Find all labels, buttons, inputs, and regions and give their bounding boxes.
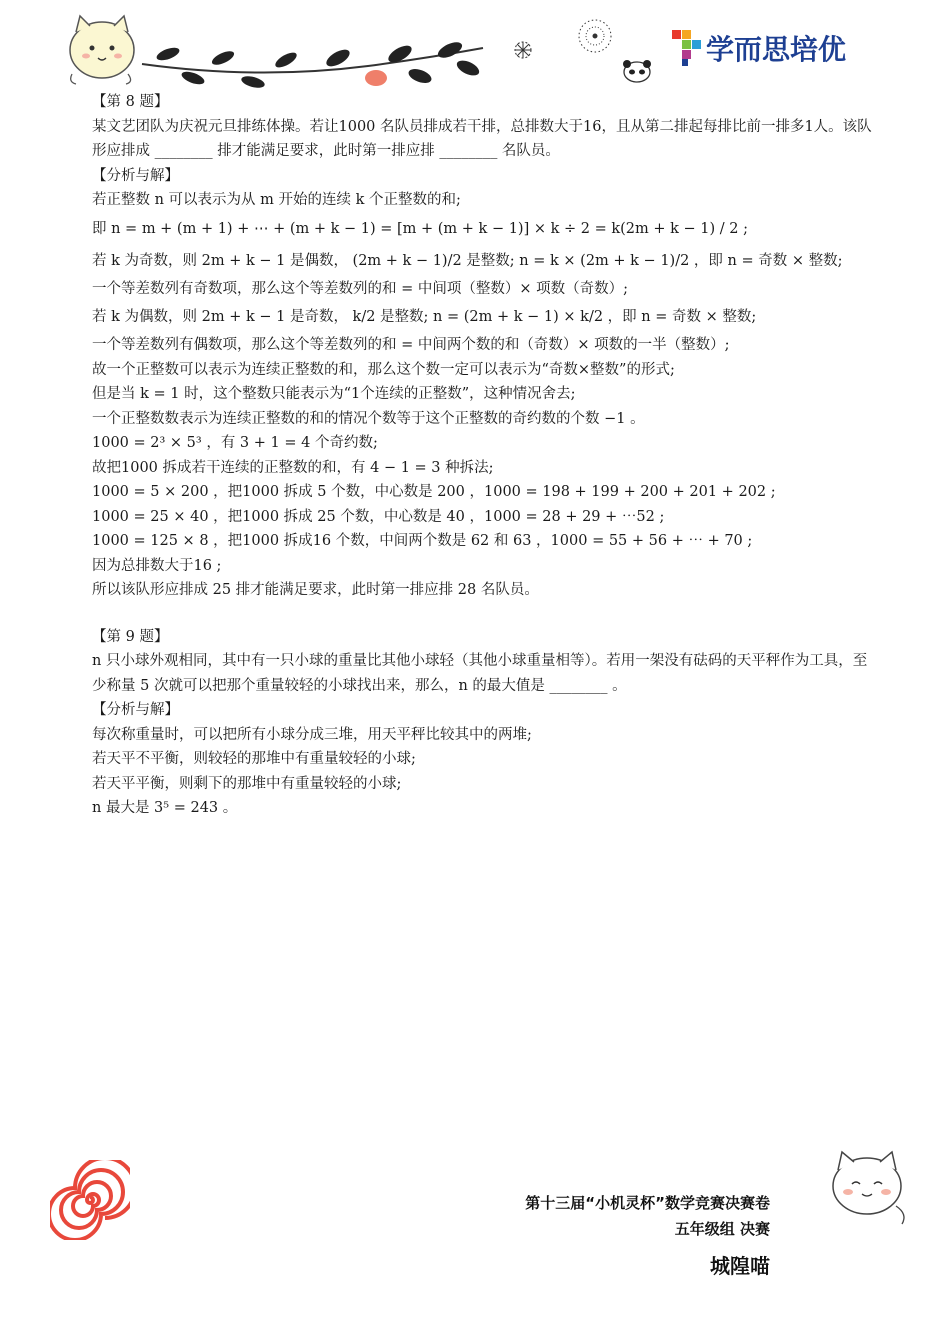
q8-analysis-line: 即 n = m + (m + 1) + ⋯ + (m + k − 1) = [m + (m + k − 1)] × k ÷ 2 = k(2m + k − 1) / 2 ; [92,220,749,237]
brand-logo [670,26,846,70]
section-spacer [92,603,872,625]
footer-exam-title: 第十三届“小机灵杯”数学竞赛决赛卷 [525,1194,770,1212]
q8-analysis-line: 一个等差数列有奇数项，那么这个等差数列的和 = 中间项（整数）× 项数（奇数）; [92,280,629,297]
q8-analysis-line: 故把1000 拆成若干连续的正整数的和，有 4 − 1 = 3 种拆法; [92,459,494,476]
q9-analysis-line: 每次称重量时，可以把所有小球分成三堆，用天平秤比较其中的两堆; [92,726,532,743]
q8-analysis-line: 若正整数 n 可以表示为从 m 开始的连续 k 个正整数的和; [92,192,461,208]
q8-analysis-line: 故一个正整数可以表示为连续正整数的和，那么这个数一定可以表示为“奇数×整数”的形式; [92,361,675,378]
question-8-body: 某文艺团队为庆祝元旦排练体操。若让1000 名队员排成若干排，总排数大于16，且从第二排起每排比前一排多1人。该队形应排成 ________ 排才能满足要求，此时第一排应排 ________ 名队员。 [92,118,872,159]
q8-analysis-line: 1000 = 5 × 200 ，把1000 拆成 5 个数，中心数是 200 ，1000 = 198 + 199 + 200 + 201 + 202 ; [92,484,776,500]
q8-analysis-line: 但是当 k = 1 时，这个整数只能表示为“1个连续的正整数”，这种情况舍去; [92,386,576,402]
dandelion-icon [505,14,625,74]
q8-analysis-line: 若 k 为偶数，则 2m + k − 1 是奇数， k/2 是整数; n = (2m + k − 1) × k/2 ，即 n = 奇数 × 整数; [92,309,757,325]
q9-analysis-line: n 最大是 3⁵ = 243 。 [92,800,238,816]
footer-grade-label: 五年级组 决赛 [674,1220,770,1238]
panda-face-icon [620,58,654,84]
question-8-heading: 【第 8 题】 [92,94,169,110]
q8-analysis-line: 1000 = 125 × 8 ，把1000 拆成16 个数，中间两个数是 62 和 63 ，1000 = 55 + 56 + ⋯ + 70 ; [92,533,753,549]
q8-analysis-line: 因为总排数大于16 ; [92,557,222,574]
cartoon-cat-icon [822,1140,912,1230]
q8-analysis-line: 所以该队形应排成 25 排才能满足要求，此时第一排应排 28 名队员。 [92,582,539,598]
q8-analysis-line: 一个正整数数表示为连续正整数的和的情况个数等于这个正整数的奇约数的个数 −1 。 [92,410,645,427]
q8-analysis-line: 1000 = 2³ × 5³ ，有 3 + 1 = 4 个奇约数; [92,435,378,451]
q8-analysis-line: 若 k 为奇数，则 2m + k − 1 是偶数， (2m + k − 1)/2 是整数; n = k × (2m + k − 1)/2 ，即 n = 奇数 × 整数; [92,252,843,269]
spiral-icon [50,1160,130,1240]
cartoon-cat-icon [62,10,142,88]
question-8-analysis-heading: 【分析与解】 [92,167,179,184]
q9-analysis-line: 若天平不平衡，则较轻的那堆中有重量较轻的小球; [92,751,416,767]
document-body [92,90,872,821]
question-9-heading: 【第 9 题】 [92,628,169,645]
q8-analysis-line: 一个等差数列有偶数项，那么这个等差数列的和 = 中间两个数的和（奇数）× 项数的一半（整数）; [92,337,730,353]
q9-analysis-line: 若天平平衡，则剩下的那堆中有重量较轻的小球; [92,775,402,792]
tetris-block-logo-icon [670,28,702,68]
q8-analysis-line: 1000 = 25 × 40 ，把1000 拆成 25 个数，中心数是 40 ，1000 = 28 + 29 + ⋯52 ; [92,508,665,525]
leaf-vine-icon [138,40,488,92]
question-9-analysis-heading: 【分析与解】 [92,702,179,718]
brand-name: 学而思培优 [706,33,847,66]
question-9-body: n 只小球外观相同，其中有一只小球的重量比其他小球轻（其他小球重量相等）。若用一架没有砝码的天平秤作为工具，至少称量 5 次就可以把那个重量较轻的小球找出来，那么，n 的最大值是 ________ 。 [92,653,868,694]
footer-author: 城隍喵 [710,1254,770,1278]
